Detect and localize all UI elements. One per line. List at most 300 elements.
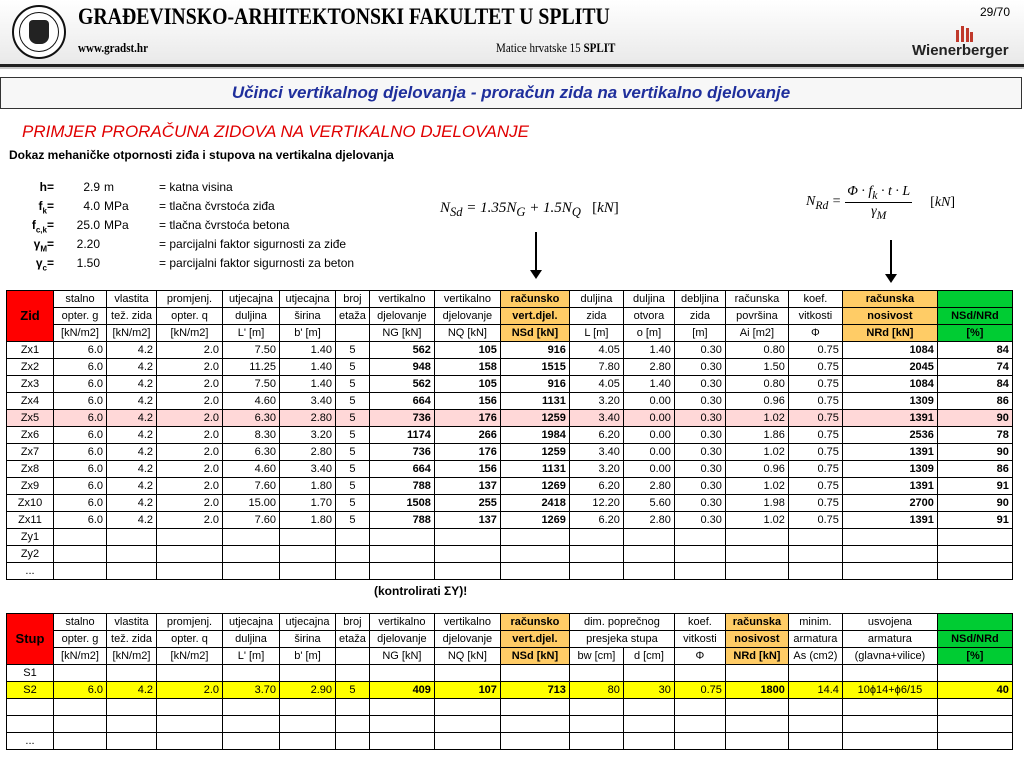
- table-cell: 2.80: [280, 410, 336, 427]
- table-cell: 1.70: [280, 495, 336, 512]
- table-cell: 90: [937, 410, 1012, 427]
- table-cell: [623, 563, 674, 580]
- table-row: [7, 495, 1013, 512]
- column-header: NSd [kN]: [500, 648, 569, 665]
- table-cell: [937, 546, 1012, 563]
- table-cell: 6.20: [569, 478, 623, 495]
- column-header: [%]: [937, 648, 1012, 665]
- table-cell: 0.00: [623, 410, 674, 427]
- table-cell: 11.25: [223, 359, 280, 376]
- table-cell: [500, 716, 569, 733]
- table-cell: 158: [434, 359, 500, 376]
- column-header: L' [m]: [223, 648, 280, 665]
- column-header: debljina: [674, 291, 725, 308]
- header-row: [7, 308, 1013, 325]
- table-cell: [54, 733, 107, 750]
- table-cell: [54, 716, 107, 733]
- table-cell: [280, 529, 336, 546]
- column-header: opter. q: [157, 308, 223, 325]
- column-header: utjecajna: [280, 614, 336, 631]
- column-header: računska: [842, 291, 937, 308]
- table-cell: 2700: [842, 495, 937, 512]
- table-cell: 1131: [500, 461, 569, 478]
- table-cell: [336, 563, 370, 580]
- table-cell: 14.4: [788, 682, 842, 699]
- table-label: Stup: [7, 614, 54, 665]
- table-cell: [107, 733, 157, 750]
- table-cell: 4.2: [107, 461, 157, 478]
- column-header: utjecajna: [223, 614, 280, 631]
- table-cell: [725, 665, 788, 682]
- table-cell: 5: [336, 461, 370, 478]
- table-cell: [623, 546, 674, 563]
- table-cell: 2418: [500, 495, 569, 512]
- table-cell: 0.30: [674, 495, 725, 512]
- table-cell: 1259: [500, 410, 569, 427]
- table-cell: 4.2: [107, 342, 157, 359]
- column-header: etaža: [336, 631, 370, 648]
- table-cell: [500, 665, 569, 682]
- table-cell: [569, 699, 623, 716]
- table-cell: 2.0: [157, 359, 223, 376]
- table-cell: 4.2: [107, 512, 157, 529]
- table-cell: 0.30: [674, 410, 725, 427]
- table-cell: 2.0: [157, 444, 223, 461]
- table-cell: 4.2: [107, 376, 157, 393]
- table-cell: 0.96: [725, 461, 788, 478]
- table-cell: [623, 529, 674, 546]
- address: Matice hrvatske 15 SPLIT: [496, 40, 616, 55]
- table-cell: [107, 665, 157, 682]
- table-cell: [788, 546, 842, 563]
- table-cell: 91: [937, 478, 1012, 495]
- table-cell: 5: [336, 410, 370, 427]
- column-header: širina: [280, 308, 336, 325]
- table-cell: [107, 546, 157, 563]
- column-header: zida: [569, 308, 623, 325]
- table-cell: [842, 699, 937, 716]
- column-header: nosivost: [725, 631, 788, 648]
- table-cell: 137: [434, 512, 500, 529]
- header-row: [7, 291, 1013, 308]
- table-cell: [569, 665, 623, 682]
- table-cell: 1.02: [725, 444, 788, 461]
- column-header: [kN/m2]: [107, 648, 157, 665]
- table-cell: [157, 665, 223, 682]
- table-cell: 1084: [842, 342, 937, 359]
- table-label: Zid: [7, 291, 54, 342]
- table-cell: 78: [937, 427, 1012, 444]
- table-cell: 40: [937, 682, 1012, 699]
- table-cell: 6.20: [569, 512, 623, 529]
- table-cell: [674, 546, 725, 563]
- table-cell: 156: [434, 461, 500, 478]
- table-cell: 6.0: [54, 359, 107, 376]
- table-cell: 1.02: [725, 478, 788, 495]
- column-header: NSd [kN]: [500, 325, 569, 342]
- table-cell: [280, 546, 336, 563]
- table-cell: 0.75: [788, 427, 842, 444]
- column-header: NSd/NRd: [937, 631, 1012, 648]
- table-cell: [369, 733, 434, 750]
- table-cell: [937, 716, 1012, 733]
- table-row: [7, 546, 1013, 563]
- table-cell: [500, 546, 569, 563]
- table-cell: [157, 529, 223, 546]
- table-cell: 409: [369, 682, 434, 699]
- table-cell: [788, 529, 842, 546]
- table-cell: 1.40: [280, 376, 336, 393]
- table-cell: 2.0: [157, 682, 223, 699]
- table-cell: 6.0: [54, 427, 107, 444]
- university-name: GRAĐEVINSKO-ARHITEKTONSKI FAKULTET U SPLITU: [78, 4, 610, 29]
- column-header: zida: [674, 308, 725, 325]
- column-header: vertikalno: [434, 614, 500, 631]
- table-cell: [569, 546, 623, 563]
- column-header: stalno: [54, 291, 107, 308]
- column-header: djelovanje: [369, 631, 434, 648]
- column-header: [m]: [674, 325, 725, 342]
- table-cell: [725, 733, 788, 750]
- table-cell: 3.20: [280, 427, 336, 444]
- table-cell: 7.80: [569, 359, 623, 376]
- table-cell: 4.2: [107, 427, 157, 444]
- table-cell: [54, 563, 107, 580]
- table-cell: 4.05: [569, 342, 623, 359]
- table-cell: 2.80: [623, 359, 674, 376]
- table-cell: 0.75: [788, 376, 842, 393]
- table-cell: 30: [623, 682, 674, 699]
- table-cell: 6.0: [54, 444, 107, 461]
- table-cell: 3.40: [280, 393, 336, 410]
- table-cell: 6.0: [54, 393, 107, 410]
- table-cell: [674, 665, 725, 682]
- table-cell: 2.80: [623, 478, 674, 495]
- row-label: Zy2: [7, 546, 54, 563]
- table-cell: 948: [369, 359, 434, 376]
- table-cell: [434, 699, 500, 716]
- table-cell: [500, 563, 569, 580]
- table-cell: 1259: [500, 444, 569, 461]
- column-header: stalno: [54, 614, 107, 631]
- table-cell: [842, 716, 937, 733]
- column-header: djelovanje: [369, 308, 434, 325]
- table-cell: 788: [369, 512, 434, 529]
- table-cell: 4.2: [107, 495, 157, 512]
- table-cell: [336, 529, 370, 546]
- column-header: promjenj.: [157, 614, 223, 631]
- table-row: [7, 478, 1013, 495]
- column-header: koef.: [788, 291, 842, 308]
- table-cell: 1174: [369, 427, 434, 444]
- column-header: dim. poprečnog: [569, 614, 674, 631]
- table-cell: 3.70: [223, 682, 280, 699]
- table-cell: [937, 665, 1012, 682]
- table-row: [7, 393, 1013, 410]
- column-header: Φ: [674, 648, 725, 665]
- column-header: [336, 325, 370, 342]
- table-cell: 1.50: [725, 359, 788, 376]
- column-header: Φ: [788, 325, 842, 342]
- table-cell: 916: [500, 376, 569, 393]
- table-cell: 7.50: [223, 342, 280, 359]
- table-cell: 5: [336, 427, 370, 444]
- table-cell: 4.2: [107, 444, 157, 461]
- table-cell: 1.40: [623, 342, 674, 359]
- column-header: Ai [m2]: [725, 325, 788, 342]
- column-header: opter. g: [54, 308, 107, 325]
- column-header: presjeka stupa: [569, 631, 674, 648]
- table-cell: 0.00: [623, 427, 674, 444]
- table-cell: 0.30: [674, 427, 725, 444]
- table-cell: 6.0: [54, 342, 107, 359]
- row-label: [7, 699, 54, 716]
- table-cell: [369, 699, 434, 716]
- table-cell: 2.90: [280, 682, 336, 699]
- column-header: broj: [336, 614, 370, 631]
- table-cell: 176: [434, 410, 500, 427]
- column-header: b' [m]: [280, 325, 336, 342]
- table-cell: [937, 529, 1012, 546]
- formula-nrd: $N_{Rd}$ = $\Phi \cdot f_k \cdot t \cdot L$ [kN] $\gamma_M$: [806, 184, 956, 222]
- table-cell: 91: [937, 512, 1012, 529]
- section-heading: Dokaz mehaničke otpornosti ziđa i stupova na vertikalna djelovanja: [9, 148, 394, 162]
- table-cell: [223, 529, 280, 546]
- column-header: duljina: [569, 291, 623, 308]
- column-header: NQ [kN]: [434, 325, 500, 342]
- table-cell: 0.75: [674, 682, 725, 699]
- table-cell: 0.75: [788, 410, 842, 427]
- column-header: površina: [725, 308, 788, 325]
- table-cell: [623, 716, 674, 733]
- column-header: minim.: [788, 614, 842, 631]
- table-cell: 2.0: [157, 478, 223, 495]
- table-cell: [434, 563, 500, 580]
- column-header: vitkosti: [674, 631, 725, 648]
- table-cell: 0.75: [788, 478, 842, 495]
- table-cell: [54, 699, 107, 716]
- table-cell: [842, 563, 937, 580]
- table-cell: 1084: [842, 376, 937, 393]
- column-header: vert.djel.: [500, 631, 569, 648]
- table-cell: [223, 699, 280, 716]
- table-cell: 0.00: [623, 393, 674, 410]
- table-cell: [842, 529, 937, 546]
- page-number: 29/70: [979, 5, 1010, 19]
- column-header: o [m]: [623, 325, 674, 342]
- table-cell: [54, 546, 107, 563]
- website-link[interactable]: www.gradst.hr: [78, 40, 148, 55]
- column-header: etaža: [336, 308, 370, 325]
- table-cell: 105: [434, 376, 500, 393]
- column-header: (glavna+vilice): [842, 648, 937, 665]
- column-header: duljina: [223, 631, 280, 648]
- table-cell: [369, 665, 434, 682]
- table-row: [7, 461, 1013, 478]
- table-cell: 1.80: [280, 478, 336, 495]
- wall-table: [6, 290, 1013, 580]
- table-cell: [500, 529, 569, 546]
- table-cell: 86: [937, 461, 1012, 478]
- table-cell: 107: [434, 682, 500, 699]
- table-cell: 6.0: [54, 410, 107, 427]
- table-cell: [569, 733, 623, 750]
- table-cell: [157, 563, 223, 580]
- table-row: [7, 699, 1013, 716]
- row-label: Zx10: [7, 495, 54, 512]
- table-cell: 74: [937, 359, 1012, 376]
- table-cell: [434, 733, 500, 750]
- arrow-to-nrd: [890, 240, 892, 276]
- table-cell: 1.80: [280, 512, 336, 529]
- column-header: NQ [kN]: [434, 648, 500, 665]
- table-cell: [157, 699, 223, 716]
- table-cell: 0.80: [725, 376, 788, 393]
- table-cell: 4.60: [223, 461, 280, 478]
- row-label: Zx2: [7, 359, 54, 376]
- table-cell: 562: [369, 376, 434, 393]
- table-cell: 1309: [842, 393, 937, 410]
- table-cell: 2.80: [280, 444, 336, 461]
- table-cell: 137: [434, 478, 500, 495]
- table-cell: 916: [500, 342, 569, 359]
- table-cell: 4.2: [107, 393, 157, 410]
- table-cell: 2.0: [157, 427, 223, 444]
- table-cell: 0.75: [788, 444, 842, 461]
- column-header: računsko: [500, 614, 569, 631]
- table-cell: 0.75: [788, 495, 842, 512]
- table-cell: 1.40: [280, 342, 336, 359]
- table-cell: 0.75: [788, 461, 842, 478]
- column-header: b' [m]: [280, 648, 336, 665]
- column-header: usvojena: [842, 614, 937, 631]
- column-header: As (cm2): [788, 648, 842, 665]
- table-row: [7, 733, 1013, 750]
- table-cell: 5: [336, 495, 370, 512]
- table-row: [7, 410, 1013, 427]
- table-cell: [434, 665, 500, 682]
- column-header: [kN/m2]: [157, 325, 223, 342]
- table-cell: 664: [369, 461, 434, 478]
- table-cell: [280, 716, 336, 733]
- slide-subtitle: PRIMJER PRORAČUNA ZIDOVA NA VERTIKALNO DJELOVANJE: [22, 122, 529, 141]
- table-cell: 0.00: [623, 461, 674, 478]
- table-cell: [674, 563, 725, 580]
- table-cell: 2.80: [623, 512, 674, 529]
- table-cell: [54, 665, 107, 682]
- table-row: [7, 665, 1013, 682]
- table-row: [7, 529, 1013, 546]
- table-cell: [223, 716, 280, 733]
- column-header: utjecajna: [223, 291, 280, 308]
- row-label: Zx7: [7, 444, 54, 461]
- table-cell: 4.2: [107, 410, 157, 427]
- column-header: NSd/NRd: [937, 308, 1012, 325]
- brand-mark-icon: [954, 24, 974, 42]
- table-cell: 0.96: [725, 393, 788, 410]
- column-header: [937, 614, 1012, 631]
- table-cell: 0.75: [788, 512, 842, 529]
- table-cell: [280, 665, 336, 682]
- table-cell: [223, 733, 280, 750]
- table-cell: 12.20: [569, 495, 623, 512]
- table-cell: [725, 716, 788, 733]
- column-header: [kN/m2]: [107, 325, 157, 342]
- column-header: vertikalno: [369, 614, 434, 631]
- table-cell: 5.60: [623, 495, 674, 512]
- column-header: NRd [kN]: [725, 648, 788, 665]
- table-cell: 1.40: [280, 359, 336, 376]
- table-row: [7, 427, 1013, 444]
- column-header: armatura: [842, 631, 937, 648]
- table-cell: 2.0: [157, 376, 223, 393]
- table-cell: 6.0: [54, 461, 107, 478]
- column-header: širina: [280, 631, 336, 648]
- table-cell: [434, 716, 500, 733]
- table-cell: [336, 546, 370, 563]
- row-label: Zx3: [7, 376, 54, 393]
- table-cell: [107, 563, 157, 580]
- table-cell: 6.0: [54, 478, 107, 495]
- table-cell: 1.40: [623, 376, 674, 393]
- table-cell: 5: [336, 342, 370, 359]
- slide-title: Učinci vertikalnog djelovanja - proračun zida na vertikalno djelovanje: [0, 77, 1022, 109]
- column-header: nosivost: [842, 308, 937, 325]
- column-table: [6, 613, 1013, 750]
- table-cell: 0.30: [674, 342, 725, 359]
- table-cell: 5: [336, 359, 370, 376]
- table-cell: [725, 529, 788, 546]
- column-header: L [m]: [569, 325, 623, 342]
- table-cell: 2536: [842, 427, 937, 444]
- column-header: [%]: [937, 325, 1012, 342]
- table-cell: 713: [500, 682, 569, 699]
- table-cell: 0.30: [674, 359, 725, 376]
- table-cell: [788, 699, 842, 716]
- table-cell: [842, 733, 937, 750]
- column-header: [kN/m2]: [54, 648, 107, 665]
- table-cell: 3.40: [569, 410, 623, 427]
- table-cell: 1.86: [725, 427, 788, 444]
- table-cell: 1391: [842, 444, 937, 461]
- table-cell: [223, 665, 280, 682]
- table-cell: 5: [336, 393, 370, 410]
- table-row: [7, 342, 1013, 359]
- table-cell: [369, 563, 434, 580]
- column-header: d [cm]: [623, 648, 674, 665]
- table-cell: [569, 716, 623, 733]
- table-cell: 84: [937, 342, 1012, 359]
- table-cell: [725, 699, 788, 716]
- column-header: NG [kN]: [369, 648, 434, 665]
- table-cell: 4.2: [107, 682, 157, 699]
- table-cell: [788, 733, 842, 750]
- table-cell: [788, 563, 842, 580]
- table-row: [7, 716, 1013, 733]
- header-row: [7, 648, 1013, 665]
- table-cell: 6.20: [569, 427, 623, 444]
- table-cell: [280, 699, 336, 716]
- row-label: Zx9: [7, 478, 54, 495]
- row-label: [7, 716, 54, 733]
- table-cell: 2.0: [157, 512, 223, 529]
- table-cell: 1391: [842, 512, 937, 529]
- table-cell: 0.80: [725, 342, 788, 359]
- table-cell: [107, 716, 157, 733]
- column-header: [336, 648, 370, 665]
- table-cell: 0.30: [674, 512, 725, 529]
- table-cell: 1131: [500, 393, 569, 410]
